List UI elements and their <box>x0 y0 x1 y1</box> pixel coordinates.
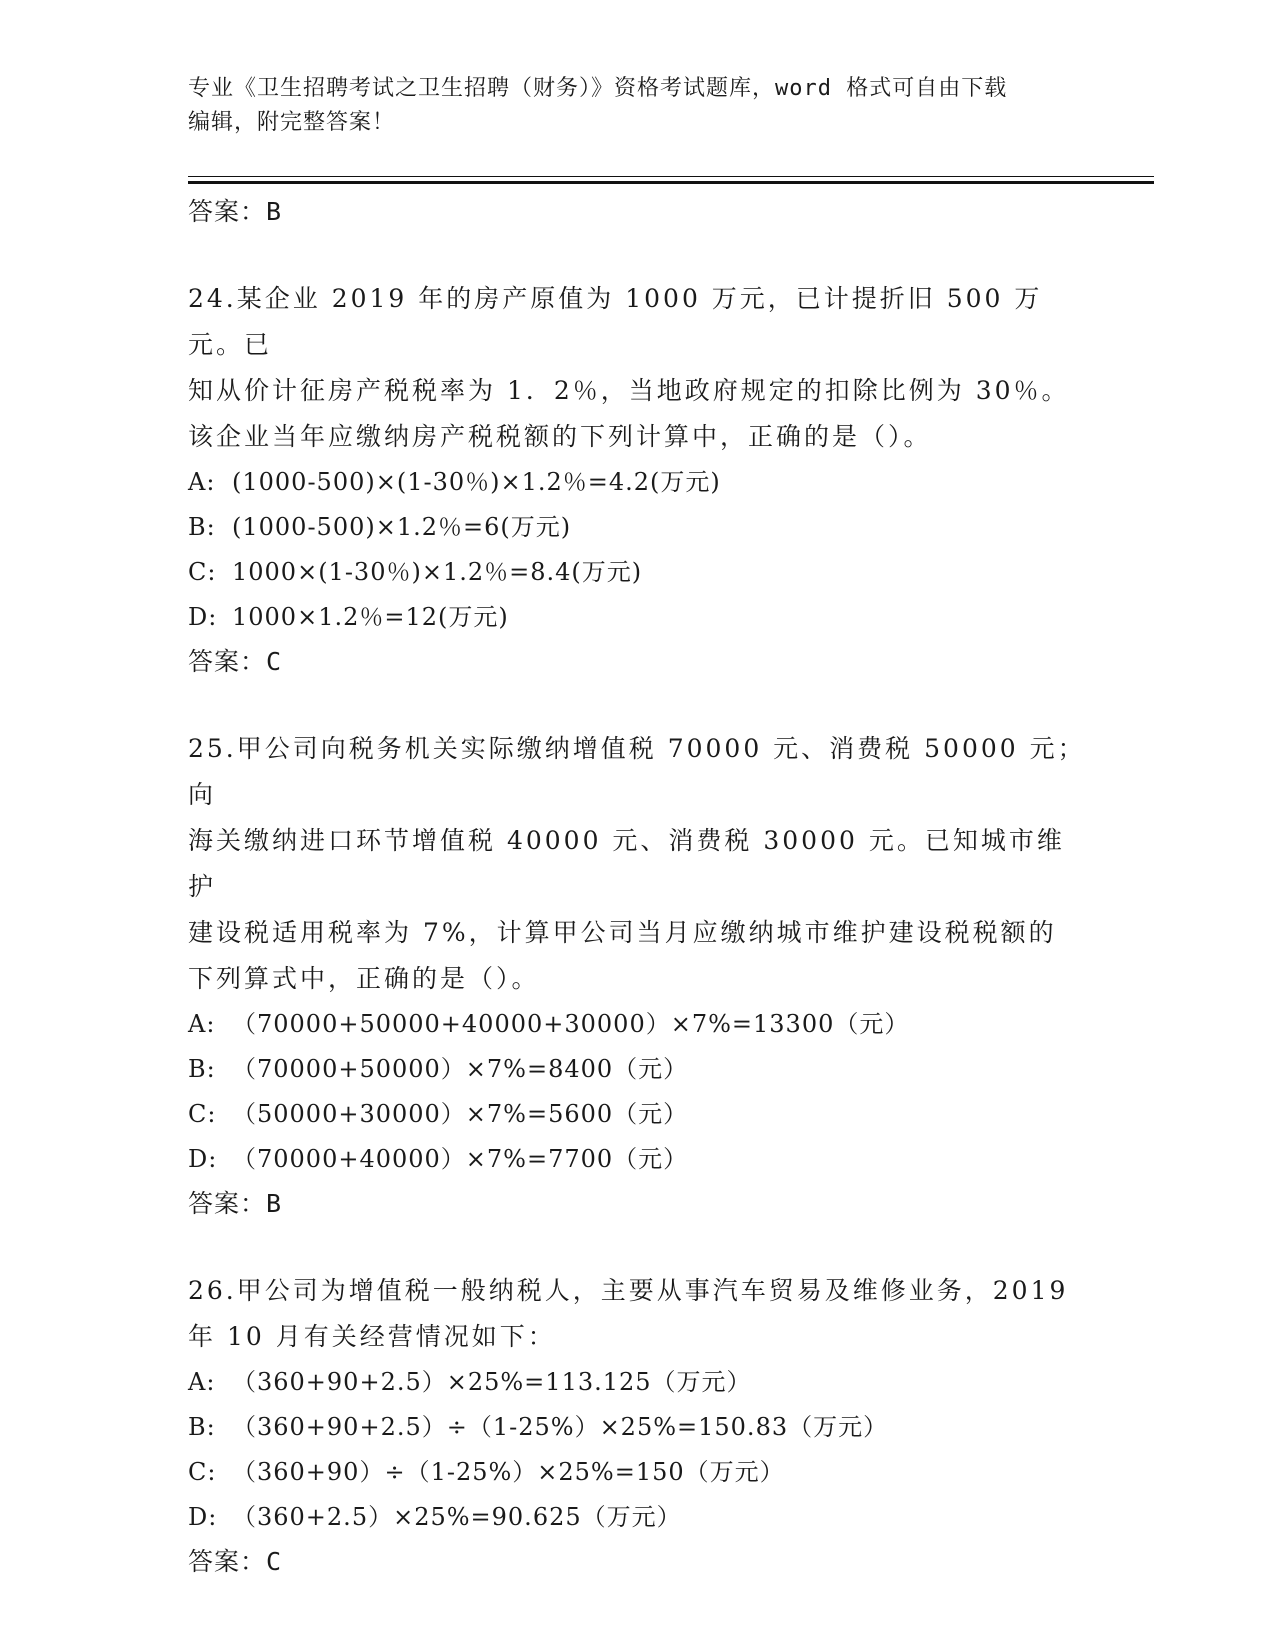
option-text: (1000-500)×(1-30％)×1.2％=4.2(万元) <box>232 468 721 496</box>
option-text: （70000+50000+40000+30000）×7%=13300（元） <box>232 1010 910 1038</box>
option-letter: D: <box>188 1145 218 1173</box>
option-text: （360+2.5）×25%=90.625（万元） <box>232 1503 682 1531</box>
question-25-option-d <box>188 1137 1088 1182</box>
question-25-stem-line: 海关缴纳进口环节增值税 40000 元、消费税 30000 元。已知城市维护 <box>188 826 1065 901</box>
question-26-option-c <box>188 1450 1088 1495</box>
option-letter: C: <box>188 558 217 586</box>
question-26-stem-line: 年 10 月有关经营情况如下： <box>188 1322 556 1351</box>
option-letter: B: <box>188 513 216 541</box>
question-25 <box>188 726 1088 1002</box>
question-24-stem-line: 24.某企业 2019 年的房产原值为 1000 万元，已计提折旧 500 万元。已 <box>188 284 1043 359</box>
answer-q23: 答案：B <box>188 197 283 226</box>
question-25-stem-line: 下列算式中，正确的是（）。 <box>188 964 540 993</box>
question-26-option-a <box>188 1360 1088 1405</box>
header-line-1: 专业《卫生招聘考试之卫生招聘（财务）》资格考试题库，word 格式可自由下载 <box>188 76 1008 101</box>
option-text: （70000+50000）×7%=8400（元） <box>232 1055 689 1083</box>
option-letter: D: <box>188 603 218 631</box>
spacer <box>188 684 1088 726</box>
answer-q24: 答案：C <box>188 647 283 676</box>
question-26 <box>188 1268 1088 1360</box>
header-divider-thick <box>188 181 1154 184</box>
answer-q25: 答案：B <box>188 1189 283 1218</box>
question-24-option-d <box>188 595 1088 640</box>
option-text: （50000+30000）×7%=5600（元） <box>232 1100 689 1128</box>
question-24-option-c <box>188 550 1088 595</box>
question-25-option-b <box>188 1047 1088 1092</box>
option-letter: A: <box>188 1368 216 1396</box>
question-25-stem-line: 25.甲公司向税务机关实际缴纳增值税 70000 元、消费税 50000 元；向 <box>188 734 1086 809</box>
option-text: （70000+40000）×7%=7700（元） <box>232 1145 689 1173</box>
question-24 <box>188 276 1088 460</box>
option-letter: A: <box>188 468 216 496</box>
header-line-2: 编辑，附完整答案！ <box>188 110 396 135</box>
question-25-stem-line: 建设税适用税率为 7%，计算甲公司当月应缴纳城市维护建设税税额的 <box>188 918 1057 947</box>
question-26-option-b <box>188 1405 1088 1450</box>
document-header <box>188 72 1088 140</box>
question-26-option-d <box>188 1495 1088 1540</box>
option-letter: B: <box>188 1413 216 1441</box>
option-text: (1000-500)×1.2％=6(万元) <box>232 513 572 541</box>
option-letter: C: <box>188 1458 217 1486</box>
option-text: （360+90）÷（1-25%）×25%=150（万元） <box>232 1458 785 1486</box>
header-divider-thin <box>188 176 1154 177</box>
document-body <box>188 190 1088 1584</box>
spacer <box>188 1226 1088 1268</box>
answer-q26: 答案：C <box>188 1547 283 1576</box>
option-letter: D: <box>188 1503 218 1531</box>
option-letter: A: <box>188 1010 216 1038</box>
option-letter: C: <box>188 1100 217 1128</box>
question-25-option-a <box>188 1002 1088 1047</box>
spacer <box>188 234 1088 276</box>
question-26-stem-line: 26.甲公司为增值税一般纳税人，主要从事汽车贸易及维修业务，2019 <box>188 1276 1069 1305</box>
option-text: 1000×(1-30％)×1.2％=8.4(万元) <box>232 558 643 586</box>
option-text: （360+90+2.5）×25%=113.125（万元） <box>232 1368 752 1396</box>
option-text: （360+90+2.5）÷（1-25%）×25%=150.83（万元） <box>232 1413 889 1441</box>
question-25-option-c <box>188 1092 1088 1137</box>
option-letter: B: <box>188 1055 216 1083</box>
question-24-stem-line: 该企业当年应缴纳房产税税额的下列计算中，正确的是（）。 <box>188 422 932 451</box>
option-text: 1000×1.2％=12(万元) <box>232 603 509 631</box>
question-24-option-b <box>188 505 1088 550</box>
question-24-stem-line: 知从价计征房产税税率为 1．2％，当地政府规定的扣除比例为 30％。 <box>188 376 1070 405</box>
question-24-option-a <box>188 460 1088 505</box>
